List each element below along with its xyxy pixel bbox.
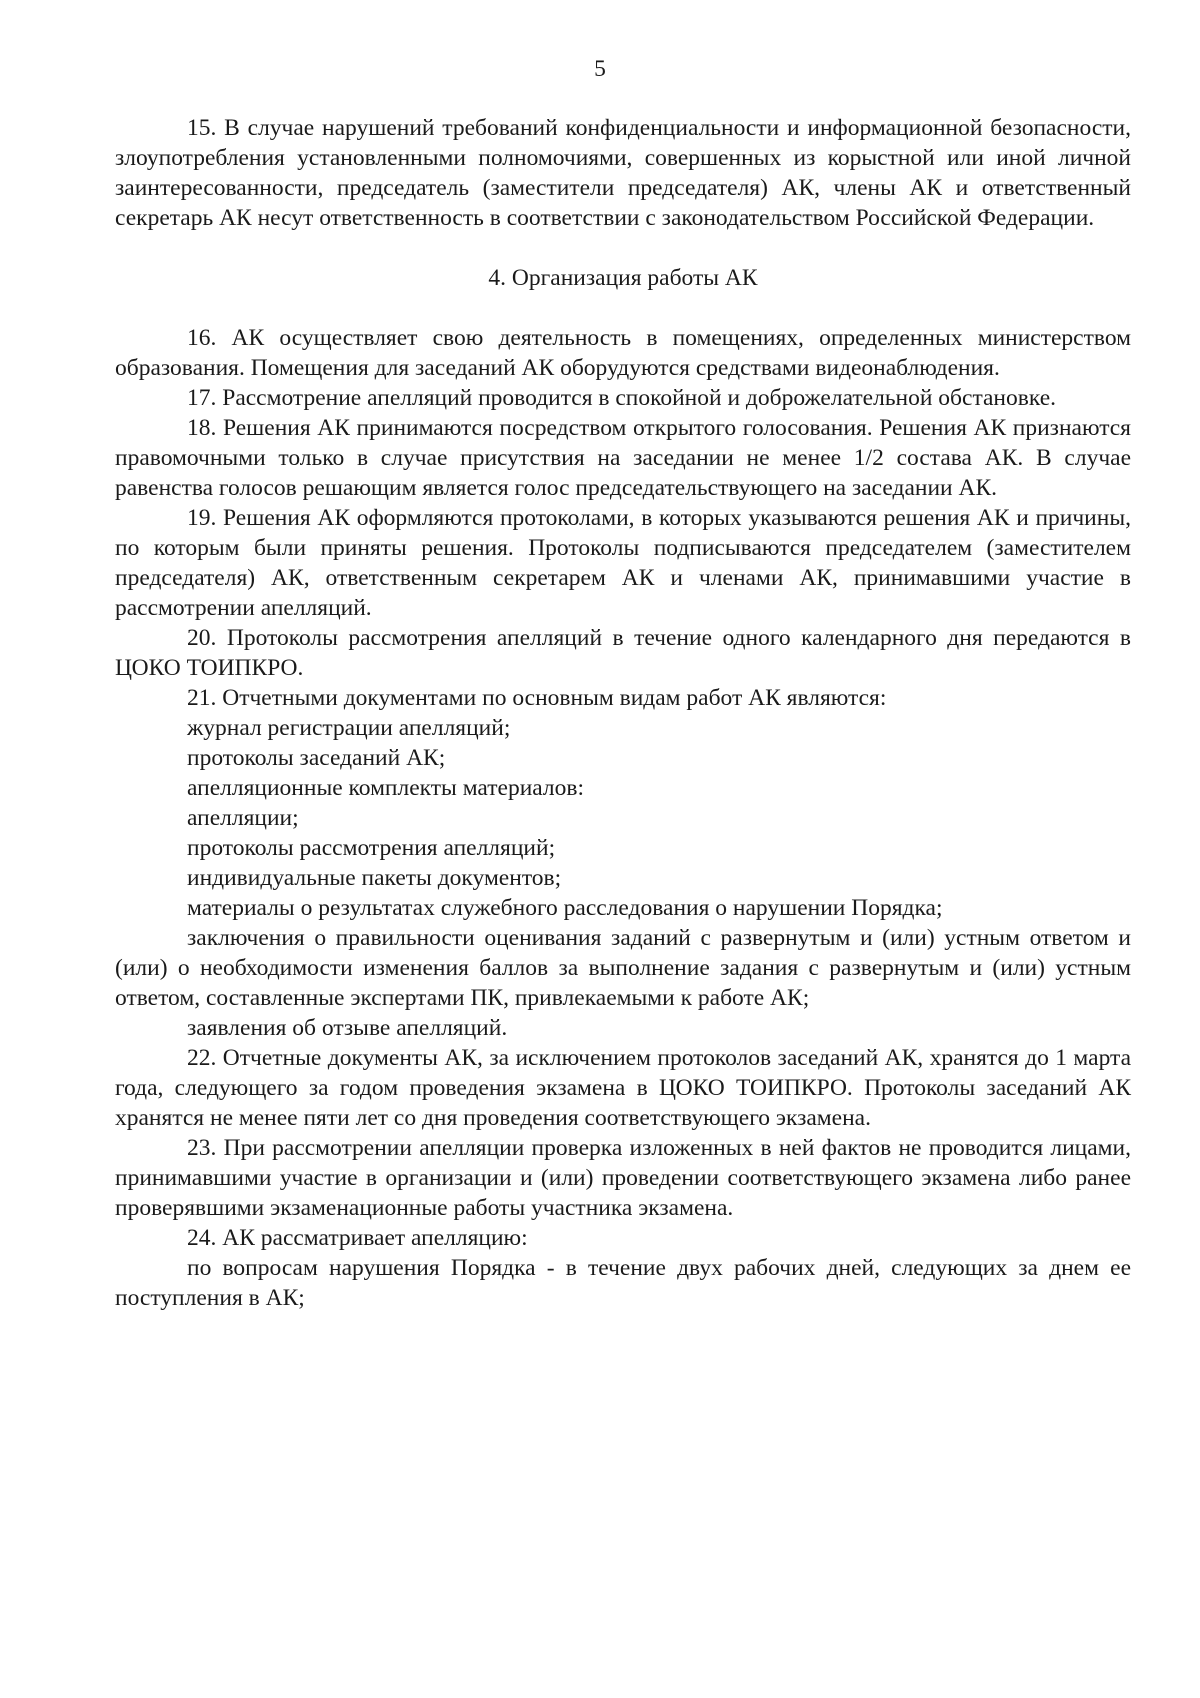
list-item: журнал регистрации апелляций; (187, 715, 511, 741)
list-item: апелляционные комплекты материалов: (187, 775, 585, 801)
list-item: апелляции; (187, 805, 299, 831)
list-item: заключения о правильности оценивания заданий с развернутым и (или) устным ответом и (или) о необходимости изменения баллов за выполнение задания с развернутым и (или) устным ответом, составленные экспертами ПК, привлекаемыми к работе АК; (115, 925, 1131, 1011)
document-body (115, 113, 1131, 1313)
paragraph-24: 24. АК рассматривает апелляцию: (187, 1225, 528, 1251)
list-item: индивидуальные пакеты документов; (187, 865, 562, 891)
list-item: по вопросам нарушения Порядка - в течение двух рабочих дней, следующих за днем ее поступления в АК; (115, 1255, 1131, 1311)
paragraph-19: 19. Решения АК оформляются протоколами, в которых указываются решения АК и причины, по которым были приняты решения. Протоколы подписываются председателем (заместителем председателя) АК, ответственным секретарем АК и членами АК, принимавшими участие в рассмотрении апелляций. (115, 505, 1131, 621)
paragraph-23: 23. При рассмотрении апелляции проверка изложенных в ней фактов не проводится лицами, принимавшими участие в организации и (или) проведении соответствующего экзамена либо ранее проверявшими экзаменационные работы участника экзамена. (115, 1135, 1131, 1221)
paragraph-22: 22. Отчетные документы АК, за исключением протоколов заседаний АК, хранятся до 1 марта года, следующего за годом проведения экзамена в ЦОКО ТОИПКРО. Протоколы заседаний АК хранятся не менее пяти лет со дня проведения соответствующего экзамена. (115, 1045, 1131, 1131)
list-item: протоколы заседаний АК; (187, 745, 446, 771)
paragraph-20: 20. Протоколы рассмотрения апелляций в течение одного календарного дня передаются в ЦОКО ТОИПКРО. (115, 625, 1131, 681)
page-number: 5 (594, 56, 606, 82)
paragraph-16: 16. АК осуществляет свою деятельность в помещениях, определенных министерством образования. Помещения для заседаний АК оборудуются средствами видеонаблюдения. (115, 325, 1131, 381)
paragraph-15: 15. В случае нарушений требований конфиденциальности и информационной безопасности, злоупотребления установленными полномочиями, совершенных из корыстной или иной личной заинтересованности, председатель (заместители председателя) АК, члены АК и ответственный секретарь АК несут ответственность в соответствии с законодательством Российской Федерации. (115, 115, 1131, 231)
list-item: заявления об отзыве апелляций. (187, 1015, 508, 1041)
paragraph-21: 21. Отчетными документами по основным видам работ АК являются: (187, 685, 887, 711)
section-heading: 4. Организация работы АК (488, 265, 758, 291)
list-item: протоколы рассмотрения апелляций; (187, 835, 556, 861)
paragraph-17: 17. Рассмотрение апелляций проводится в спокойной и доброжелательной обстановке. (187, 385, 1056, 411)
list-item: материалы о результатах служебного расследования о нарушении Порядка; (187, 895, 943, 921)
paragraph-18: 18. Решения АК принимаются посредством открытого голосования. Решения АК признаются правомочными только в случае присутствия на заседании не менее 1/2 состава АК. В случае равенства голосов решающим является голос председательствующего на заседании АК. (115, 415, 1131, 501)
